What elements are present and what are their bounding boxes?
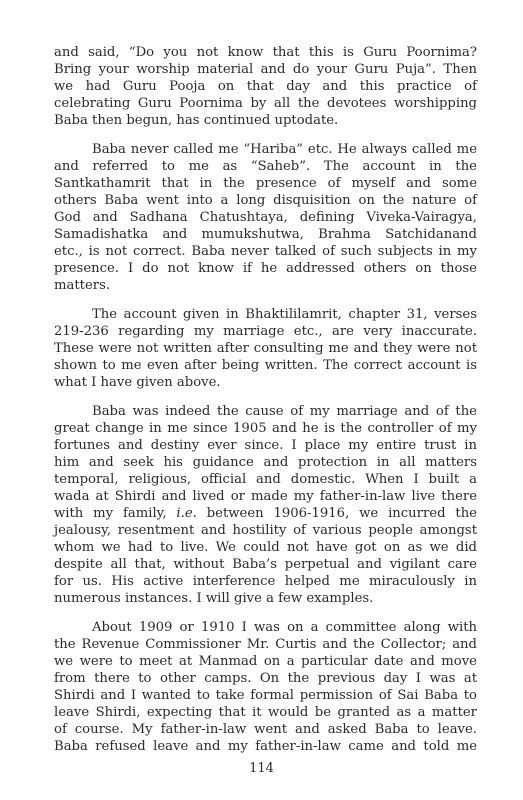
paragraph-1 — [54, 44, 477, 129]
page-body — [54, 44, 477, 767]
text-line: Santkathamrit that in the presence of myself and some — [54, 176, 477, 191]
text-line: etc., is not correct. Baba never talked of such subjects in my — [54, 244, 477, 259]
text-line: despite all that, without Baba’s perpetual and vigilant care — [54, 557, 477, 572]
text-line: and referred to me as “Saheb”. The account in the — [54, 159, 477, 174]
text-line: The account given in Bhaktililamrit, chapter 31, verses — [92, 307, 477, 322]
text-line: and said, “Do you not know that this is Guru Poornima? — [54, 45, 477, 60]
text-line: Baba then begun, has continued uptodate. — [54, 113, 339, 128]
text-line: shown to me even after being written. The correct account is — [54, 358, 477, 373]
text-line: leave Shirdi, expecting that it would be granted as a matter — [54, 705, 477, 720]
text-line: from there to other camps. On the previous day I was at — [54, 671, 477, 686]
text-line: Bring your worship material and do your Guru Puja”. Then — [54, 62, 477, 77]
text-line: we were to meet at Manmad on a particular date and move — [54, 654, 477, 669]
text-line: great change in me since 1905 and he is the controller of my — [54, 421, 477, 436]
page-number: 114 — [249, 761, 274, 776]
text-line: numerous instances. I will give a few examples. — [54, 591, 374, 606]
text-line: presence. I do not know if he addressed others on those — [54, 261, 477, 276]
text-line: Baba refused leave and my father-in-law came and told me — [54, 739, 477, 754]
text-line: temporal, religious, official and domestic. When I built a — [54, 472, 477, 487]
paragraph-3 — [54, 306, 477, 391]
text-line: him and seek his guidance and protection in all matters — [54, 455, 477, 470]
text-line: what I have given above. — [54, 375, 221, 390]
text-line: we had Guru Pooja on that day and this practice of — [54, 79, 477, 94]
text-line: wada at Shirdi and lived or made my father-in-law live there — [54, 489, 477, 504]
paragraph-5 — [54, 619, 477, 755]
paragraph-4 — [54, 403, 477, 607]
text-line: jealousy, resentment and hostility of various people amongst — [54, 523, 477, 538]
text-line: Baba was indeed the cause of my marriage and of the — [92, 404, 477, 419]
text-line: 219-236 regarding my marriage etc., are very inaccurate. — [54, 324, 477, 339]
italic-abbrev: i.e. — [176, 506, 197, 521]
paragraph-2 — [54, 141, 477, 294]
text-line: of course. My father-in-law went and asked Baba to leave. — [54, 722, 477, 737]
text-line: These were not written after consulting me and they were not — [54, 341, 477, 356]
text-line: About 1909 or 1910 I was on a committee along with — [92, 620, 477, 635]
text-line: celebrating Guru Poornima by all the devotees worshipping — [54, 96, 477, 111]
text-line: for us. His active interference helped me miraculously in — [54, 574, 477, 589]
text-line: the Revenue Commissioner Mr. Curtis and the Collector; and — [54, 637, 477, 652]
text-line: God and Sadhana Chatushtaya, defining Viveka-Vairagya, — [54, 210, 477, 225]
text-line: matters. — [54, 278, 111, 293]
text-line: others Baba went into a long disquisition on the nature of — [54, 193, 477, 208]
text-line: fortunes and destiny ever since. I place my entire trust in — [54, 438, 477, 453]
text-line: whom we had to live. We could not have got on as we did — [54, 540, 477, 555]
text-line: with my family, i.e. between 1906-1916, we incurred the — [54, 506, 477, 521]
text-line: Samadishatka and mumukshutwa, Brahma Satchidanand — [54, 227, 477, 242]
text-line: Shirdi and I wanted to take formal permission of Sai Baba to — [54, 688, 477, 703]
text-line: Baba never called me “Hariba” etc. He always called me — [92, 142, 477, 157]
